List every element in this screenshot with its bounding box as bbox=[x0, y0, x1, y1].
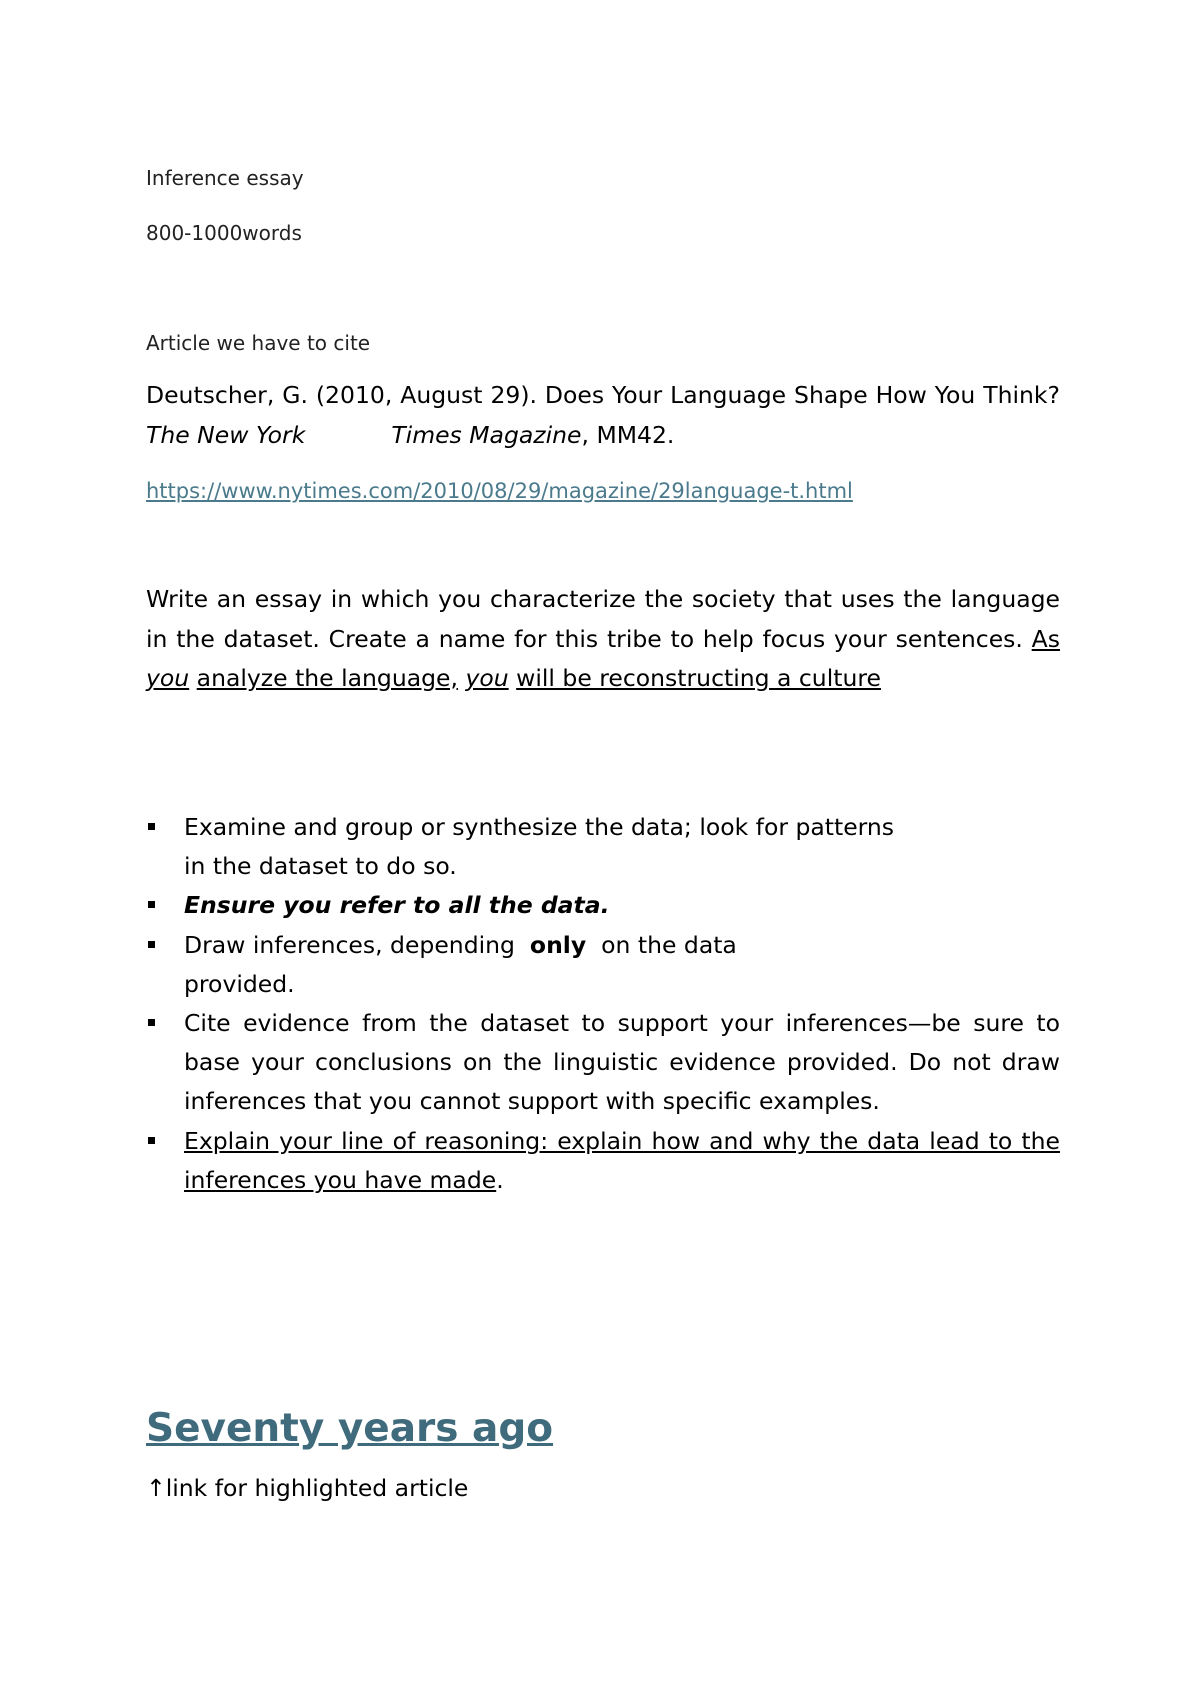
citation-text bbox=[146, 376, 1060, 455]
list-item: Cite evidence from the dataset to support your inferences—be sure to base your conclusions on the linguistic evidence provided. Do not draw inferences that you cannot support with specific examples. bbox=[146, 1004, 1060, 1122]
bullet-icon bbox=[148, 901, 155, 908]
prompt-text: Write an essay in which you characterize the society that uses the language in the dataset. Create a name for this tribe to help focus your sentences. bbox=[146, 585, 1060, 653]
citation-label: Article we have to cite bbox=[146, 331, 371, 355]
citation-part2: , MM42. bbox=[581, 420, 675, 449]
citation-part1: Deutscher, G. (2010, August 29). Does Your Language Shape How You Think? bbox=[146, 381, 1060, 409]
bullet-icon bbox=[148, 1019, 155, 1026]
link-note: ↑link for highlighted article bbox=[146, 1474, 469, 1502]
citation-journal-b: Times Magazine bbox=[391, 420, 582, 449]
document-title: Inference essay bbox=[146, 166, 304, 190]
bullet-icon bbox=[148, 1137, 155, 1144]
list-item: Ensure you refer to all the data. bbox=[146, 886, 1060, 925]
list-item: Examine and group or synthesize the data; look for patterns in the dataset to do so. bbox=[146, 808, 1060, 886]
citation-journal-a: The New York bbox=[146, 420, 306, 449]
essay-prompt: Write an essay in which you characterize the society that uses the language in the dataset. Create a name for this tribe to help focus your sentences. As you analyze the language, you will be reconstructing a culture bbox=[146, 585, 1060, 692]
word-count: 800-1000words bbox=[146, 221, 302, 245]
instruction-list bbox=[146, 808, 1060, 1200]
article-link[interactable]: https://www.nytimes.com/2010/08/29/magazine/29language-t.html bbox=[146, 479, 853, 503]
section-heading-link[interactable]: Seventy years ago bbox=[146, 1406, 554, 1451]
list-item: Draw inferences, depending only on the data provided. bbox=[146, 926, 1060, 1004]
bullet-icon bbox=[148, 823, 155, 830]
bullet-icon bbox=[148, 941, 155, 948]
list-item: Explain your line of reasoning: explain how and why the data lead to the inferences you have made. bbox=[146, 1122, 1060, 1200]
